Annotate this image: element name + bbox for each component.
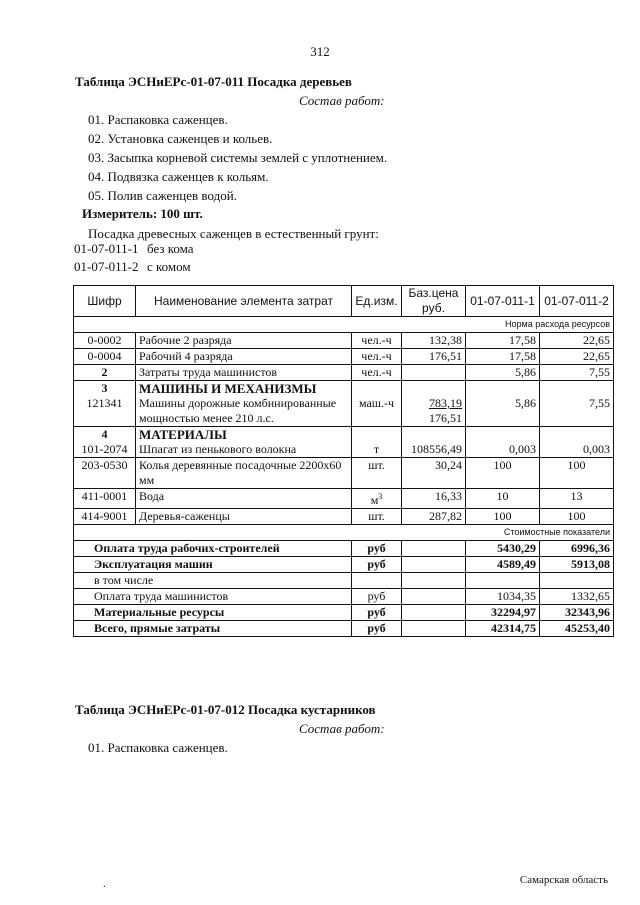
table-row (74, 509, 614, 525)
table-row-section-materials (74, 427, 614, 443)
cell-unit: $м^3$ (352, 489, 402, 509)
cell-code: 0-0002 (74, 333, 136, 349)
planting-caption: Посадка древесных саженцев в естественный грунт: (88, 226, 379, 241)
stray-mark: . (103, 878, 106, 890)
cost-v1: 5430,29 (466, 541, 540, 557)
cost-name: Эксплуатация машин (74, 557, 352, 573)
cell-unit: чел.-ч (352, 349, 402, 365)
page-number: 312 (310, 44, 330, 59)
cost-name: Материальные ресурсы (74, 605, 352, 621)
work-item: 03. Засыпка корневой системы землей с уплотнением. (88, 150, 388, 165)
cell-name: Вода (136, 489, 352, 509)
cell-v1 (466, 427, 540, 443)
cell-code: 101-2074 (74, 442, 136, 458)
cell-price (402, 381, 466, 397)
cost-v2 (540, 573, 614, 589)
cell-code: 2 (74, 365, 136, 381)
cost-v1: 42314,75 (466, 621, 540, 637)
cell-name: Затраты труда машинистов (136, 365, 352, 381)
cost-v2: 45253,40 (540, 621, 614, 637)
col-header-v2: 01-07-011-2 (540, 286, 614, 317)
table-header-row (74, 286, 614, 317)
cell-price: 132,38 (402, 333, 466, 349)
cell-price: 108556,49 (402, 442, 466, 458)
cell-v2 (540, 381, 614, 397)
cost-v1: 32294,97 (466, 605, 540, 621)
cell-code: 121341 (74, 396, 136, 427)
cell-price: 176,51 (402, 349, 466, 365)
cell-v2: 7,55 (540, 365, 614, 381)
cost-row (74, 621, 614, 637)
cost-empty (402, 573, 466, 589)
table-row (74, 333, 614, 349)
section-row-norm (74, 317, 614, 333)
cell-code: 0-0004 (74, 349, 136, 365)
col-header-name: Наименование элемента затрат (136, 286, 352, 317)
table1-title: Таблица ЭСНиЕРс-01-07-011 Посадка деревьев (75, 74, 352, 89)
cost-v1 (466, 573, 540, 589)
cell-v2 (540, 427, 614, 443)
cost-unit (352, 573, 402, 589)
cell-v1 (466, 381, 540, 397)
variant-item (74, 258, 194, 276)
table-row (74, 442, 614, 458)
table2-title: Таблица ЭСНиЕРс-01-07-012 Посадка кустарников (75, 702, 376, 717)
table1-work-heading: Состав работ: (299, 93, 385, 108)
cost-unit: руб (352, 605, 402, 621)
cell-unit: маш.-ч (352, 396, 402, 427)
cell-v2: 0,003 (540, 442, 614, 458)
cost-v2: 1332,65 (540, 589, 614, 605)
cost-empty (402, 541, 466, 557)
cell-v2: 22,65 (540, 349, 614, 365)
cell-name: Машины дорожные комбинированные мощностью менее 210 л.с. (136, 396, 352, 427)
work-item: 04. Подвязка саженцев к кольям. (88, 169, 269, 184)
cell-price: 30,24 (402, 458, 466, 489)
cost-v2: 32343,96 (540, 605, 614, 621)
cell-unit: т (352, 442, 402, 458)
cost-v1: 4589,49 (466, 557, 540, 573)
variants-list (74, 240, 194, 276)
col-header-price: Баз.цена руб. (402, 286, 466, 317)
price-labor: 176,51 (429, 411, 462, 425)
cell-unit: чел.-ч (352, 365, 402, 381)
cell-v1: 5,86 (466, 396, 540, 427)
variant-desc: с комом (147, 259, 191, 274)
table-row (74, 489, 614, 509)
col-header-unit: Ед.изм. (352, 286, 402, 317)
section-label: Норма расхода ресурсов (74, 317, 614, 333)
cell-code: 4 (74, 427, 136, 443)
col-header-v1: 01-07-011-1 (466, 286, 540, 317)
cost-empty (402, 621, 466, 637)
cell-name: МАТЕРИАЛЫ (136, 427, 352, 443)
resource-table (73, 285, 614, 637)
cell-unit: шт. (352, 509, 402, 525)
cost-name: в том числе (74, 573, 352, 589)
cell-name: Деревья-саженцы (136, 509, 352, 525)
cost-unit: руб (352, 557, 402, 573)
cell-code: 3 (74, 381, 136, 397)
cell-v2: 100 (540, 458, 614, 489)
cost-name: Всего, прямые затраты (74, 621, 352, 637)
variant-code: 01-07-011-1 (74, 241, 139, 256)
measure: Измеритель: 100 шт. (82, 206, 203, 221)
variant-item (74, 240, 194, 258)
section-row-cost (74, 525, 614, 541)
cost-empty (402, 589, 466, 605)
cell-name: Шпагат из пенькового волокна (136, 442, 352, 458)
cell-unit (352, 427, 402, 443)
cell-v1: 100 (466, 509, 540, 525)
cost-row (74, 541, 614, 557)
variant-code: 01-07-011-2 (74, 259, 139, 274)
cost-empty (402, 557, 466, 573)
cell-unit: шт. (352, 458, 402, 489)
table2-work-heading: Состав работ: (299, 721, 385, 736)
cost-empty (402, 605, 466, 621)
table-row (74, 396, 614, 427)
table-row (74, 349, 614, 365)
cell-code: 203-0530 (74, 458, 136, 489)
cell-v2: 7,55 (540, 396, 614, 427)
cost-v2: 6996,36 (540, 541, 614, 557)
cost-row (74, 557, 614, 573)
cost-unit: руб (352, 621, 402, 637)
table-row (74, 365, 614, 381)
cost-row (74, 589, 614, 605)
work-item: 01. Распаковка саженцев. (88, 112, 228, 127)
table-row-section-machines (74, 381, 614, 397)
table-row (74, 458, 614, 489)
cost-row (74, 605, 614, 621)
variant-desc: без кома (147, 241, 194, 256)
cost-row (74, 573, 614, 589)
cell-price (402, 365, 466, 381)
work-item: 01. Распаковка саженцев. (88, 740, 228, 755)
cell-v1: 0,003 (466, 442, 540, 458)
cost-unit: руб (352, 589, 402, 605)
cost-name: Оплата труда машинистов (74, 589, 352, 605)
cell-v2: 22,65 (540, 333, 614, 349)
cell-name: МАШИНЫ И МЕХАНИЗМЫ (136, 381, 352, 397)
cost-name: Оплата труда рабочих-строителей (74, 541, 352, 557)
price-main: 783,19 (429, 396, 462, 410)
cell-code: 411-0001 (74, 489, 136, 509)
footer-region: Самарская область (519, 874, 608, 886)
cell-unit (352, 381, 402, 397)
cost-v1: 1034,35 (466, 589, 540, 605)
cell-price: 16,33 (402, 489, 466, 509)
cell-v2: 13 (540, 489, 614, 509)
col-header-code: Шифр (74, 286, 136, 317)
cost-unit: руб (352, 541, 402, 557)
cell-v1: 17,58 (466, 349, 540, 365)
cell-name: Рабочий 4 разряда (136, 349, 352, 365)
cell-name: Колья деревянные посадочные 2200х60 мм (136, 458, 352, 489)
cell-v2: 100 (540, 509, 614, 525)
cell-unit: чел.-ч (352, 333, 402, 349)
cell-price (402, 427, 466, 443)
cost-v2: 5913,08 (540, 557, 614, 573)
table1-work-list (88, 110, 387, 205)
table2-work-list (88, 738, 228, 757)
work-item: 02. Установка саженцев и кольев. (88, 131, 273, 146)
work-item: 05. Полив саженцев водой. (88, 188, 237, 203)
cell-v1: 5,86 (466, 365, 540, 381)
cell-v1: 10 (466, 489, 540, 509)
cell-v1: 17,58 (466, 333, 540, 349)
cell-code: 414-9001 (74, 509, 136, 525)
cell-name: Рабочие 2 разряда (136, 333, 352, 349)
section-label: Стоимостные показатели (74, 525, 614, 541)
cell-price (402, 396, 466, 427)
cell-price: 287,82 (402, 509, 466, 525)
cell-v1: 100 (466, 458, 540, 489)
